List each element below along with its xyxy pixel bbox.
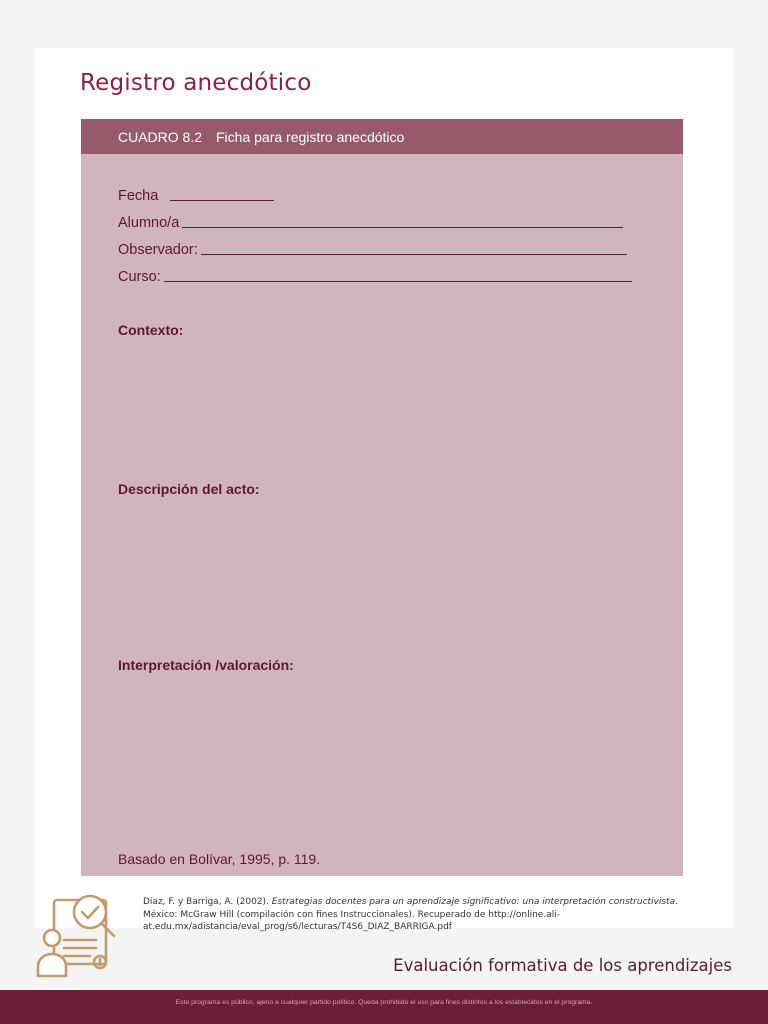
observador-field (118, 242, 627, 258)
curso-label: Curso: (118, 269, 161, 285)
alumno-field (118, 215, 623, 231)
cuadro-caption: Ficha para registro anecdótico (216, 129, 405, 145)
alumno-line (182, 226, 623, 228)
reference-details: . México: McGraw Hill (compilación con fines Instruccionales). Recuperado de http://online.ali-at.edu.mx/adistancia/eval_prog/s6/lecturas/T4S6_DIAZ_BARRIGA.pdf (143, 897, 678, 932)
source-note: Basado en Bolívar, 1995, p. 119. (118, 851, 321, 867)
reference-authors: Díaz, F. y Barriga, A. (2002). (143, 897, 269, 907)
footer-disclaimer: Este programa es público, ajeno a cualquier partido político. Queda prohibido el uso para fines distintos a los establecidos en el programa. (175, 999, 593, 1006)
program-brand: Evaluación formativa de los aprendizajes (393, 956, 732, 975)
card-header (81, 119, 683, 154)
footer-bar (0, 990, 768, 1024)
bibliographic-reference (143, 896, 703, 934)
contexto-heading: Contexto: (118, 322, 184, 338)
alumno-label: Alumno/a (118, 215, 180, 231)
fecha-field (118, 188, 274, 204)
cuadro-number: CUADRO 8.2 (118, 129, 203, 145)
anecdotal-record-card (81, 119, 683, 876)
observador-line (201, 253, 627, 255)
interpretacion-heading: Interpretación /valoración: (118, 657, 294, 673)
document-check-person-icon (34, 886, 130, 982)
page-title: Registro anecdótico (80, 70, 312, 96)
reference-work-title: Estrategias docentes para un aprendizaje significativo: una interpretación constructivista (271, 897, 676, 907)
fecha-label: Fecha (118, 188, 159, 204)
descripcion-heading: Descripción del acto: (118, 481, 260, 497)
curso-line (164, 280, 632, 282)
curso-field (118, 269, 632, 285)
fecha-line (170, 199, 274, 201)
observador-label: Observador: (118, 242, 198, 258)
